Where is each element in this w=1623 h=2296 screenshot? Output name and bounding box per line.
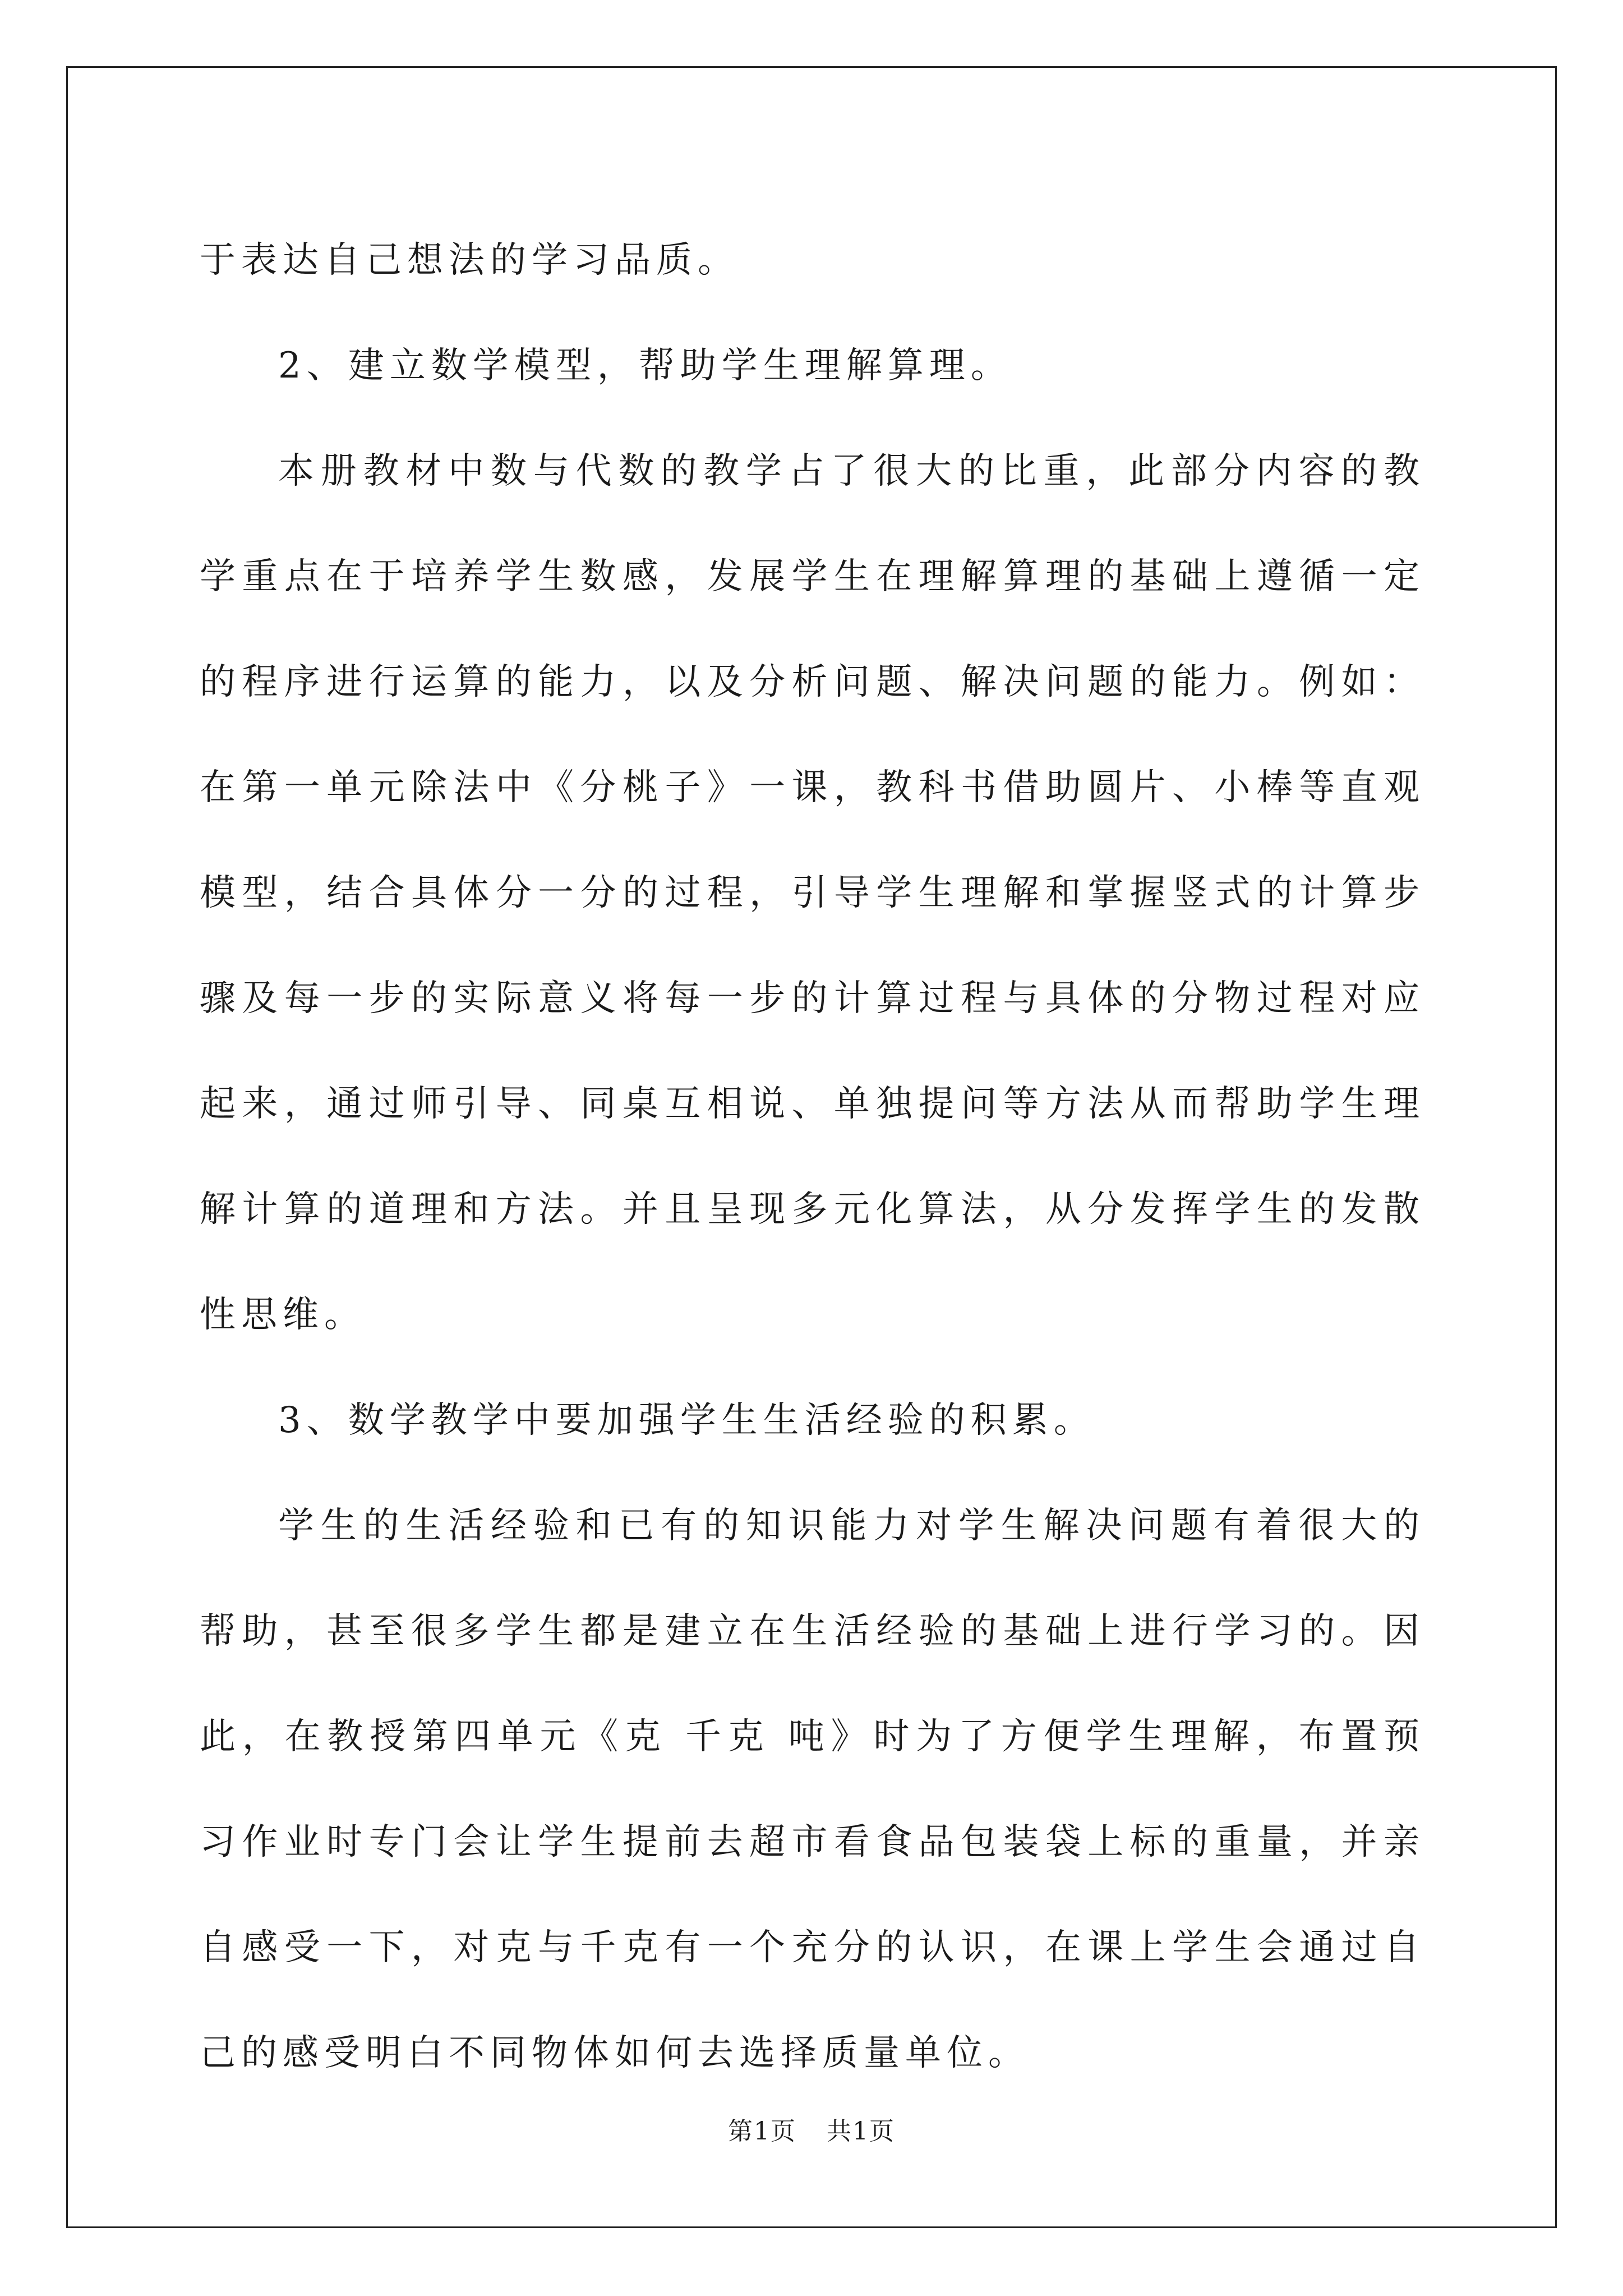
page-number: 第1页 xyxy=(728,2117,796,2146)
page-total: 共1页 xyxy=(827,2117,895,2146)
section-heading-3: 3、数学教学中要加强学生生活经验的积累。 xyxy=(278,1400,1095,1441)
paragraph-life-experience: 学生的生活经验和已有的知识能力对学生解决问题有着很大的帮助，甚至很多学生都是建立在生活经验的基础上进行学习的。因此，在教授第四单元《克 千克 吨》时为了方便学生理解，布置预习作业时专门会让学生提前去超市看食品包装袋上标的重量，并亲自感受一下，对克与千克有一个充分的认识，在课上学生会通过自己的感受明白不同物体如何去选择质量单位。 xyxy=(200,1505,1425,2074)
section-heading-2: 2、建立数学模型，帮助学生理解算理。 xyxy=(278,345,1012,386)
paragraph-continuation: 于表达自己想法的学习品质。 xyxy=(200,240,739,281)
document-body xyxy=(200,208,1425,2106)
paragraph-math-model: 本册教材中数与代数的教学占了很大的比重，此部分内容的教学重点在于培养学生数感，发展学生在理解算理的基础上遵循一定的程序进行运算的能力，以及分析问题、解决问题的能力。例如：在第一单元除法中《分桃子》一课，教科书借助圆片、小棒等直观模型，结合具体分一分的过程，引导学生理解和掌握竖式的计算步骤及每一步的实际意义将每一步的计算过程与具体的分物过程对应起来，通过师引导、同桌互相说、单独提问等方法从而帮助学生理解计算的道理和方法。并且呈现多元化算法，从分发挥学生的发散性思维。 xyxy=(200,450,1425,1336)
page-footer xyxy=(0,2115,1623,2148)
